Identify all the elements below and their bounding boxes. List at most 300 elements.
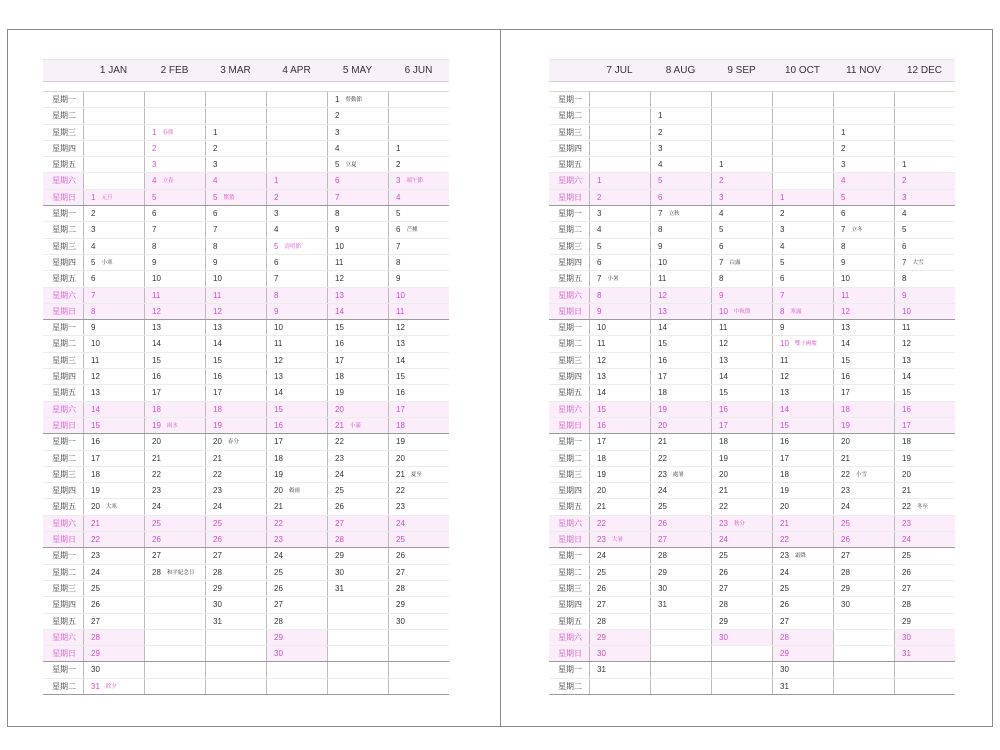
day-cell[interactable] bbox=[894, 532, 955, 547]
day-cell[interactable] bbox=[650, 516, 711, 531]
day-cell[interactable] bbox=[388, 239, 449, 254]
day-cell[interactable] bbox=[327, 173, 388, 188]
day-cell[interactable] bbox=[144, 141, 205, 156]
day-cell[interactable] bbox=[83, 418, 144, 433]
day-cell[interactable] bbox=[266, 516, 327, 531]
day-cell[interactable] bbox=[266, 190, 327, 205]
day-cell[interactable] bbox=[772, 271, 833, 286]
day-cell[interactable] bbox=[266, 369, 327, 384]
day-cell[interactable] bbox=[833, 451, 894, 466]
day-cell[interactable] bbox=[388, 597, 449, 612]
day-cell[interactable] bbox=[144, 385, 205, 400]
day-cell[interactable] bbox=[388, 499, 449, 514]
day-cell[interactable] bbox=[772, 614, 833, 629]
day-cell[interactable] bbox=[772, 597, 833, 612]
day-cell[interactable] bbox=[650, 288, 711, 303]
day-cell[interactable] bbox=[83, 369, 144, 384]
day-cell[interactable] bbox=[266, 434, 327, 449]
day-cell[interactable] bbox=[205, 190, 266, 205]
day-cell[interactable] bbox=[894, 157, 955, 172]
day-cell[interactable] bbox=[589, 320, 650, 335]
day-cell[interactable] bbox=[894, 385, 955, 400]
day-cell[interactable] bbox=[833, 353, 894, 368]
day-cell[interactable] bbox=[711, 157, 772, 172]
day-cell[interactable] bbox=[833, 190, 894, 205]
day-cell[interactable] bbox=[266, 288, 327, 303]
day-cell[interactable] bbox=[711, 597, 772, 612]
day-cell[interactable] bbox=[833, 288, 894, 303]
day-cell[interactable] bbox=[327, 499, 388, 514]
day-cell[interactable] bbox=[589, 304, 650, 319]
day-cell[interactable] bbox=[388, 255, 449, 270]
day-cell[interactable] bbox=[266, 206, 327, 221]
day-cell[interactable] bbox=[894, 336, 955, 351]
day-cell[interactable] bbox=[894, 173, 955, 188]
day-cell[interactable] bbox=[388, 581, 449, 596]
day-cell[interactable] bbox=[266, 385, 327, 400]
day-cell[interactable] bbox=[772, 288, 833, 303]
day-cell[interactable] bbox=[772, 548, 833, 563]
day-cell[interactable] bbox=[266, 630, 327, 645]
day-cell[interactable] bbox=[327, 92, 388, 107]
day-cell[interactable] bbox=[650, 125, 711, 140]
day-cell[interactable] bbox=[327, 483, 388, 498]
day-cell[interactable] bbox=[144, 467, 205, 482]
day-cell[interactable] bbox=[772, 385, 833, 400]
day-cell[interactable] bbox=[772, 434, 833, 449]
day-cell[interactable] bbox=[144, 336, 205, 351]
day-cell[interactable] bbox=[83, 271, 144, 286]
day-cell[interactable] bbox=[205, 614, 266, 629]
day-cell[interactable] bbox=[833, 255, 894, 270]
day-cell[interactable] bbox=[327, 271, 388, 286]
day-cell[interactable] bbox=[772, 499, 833, 514]
day-cell[interactable] bbox=[650, 336, 711, 351]
day-cell[interactable] bbox=[650, 369, 711, 384]
day-cell[interactable] bbox=[266, 304, 327, 319]
day-cell[interactable] bbox=[205, 239, 266, 254]
day-cell[interactable] bbox=[205, 206, 266, 221]
day-cell[interactable] bbox=[833, 173, 894, 188]
day-cell[interactable] bbox=[327, 581, 388, 596]
day-cell[interactable] bbox=[894, 353, 955, 368]
day-cell[interactable] bbox=[388, 369, 449, 384]
day-cell[interactable] bbox=[83, 222, 144, 237]
day-cell[interactable] bbox=[711, 402, 772, 417]
day-cell[interactable] bbox=[650, 402, 711, 417]
day-cell[interactable] bbox=[83, 565, 144, 580]
day-cell[interactable] bbox=[833, 271, 894, 286]
day-cell[interactable] bbox=[83, 434, 144, 449]
day-cell[interactable] bbox=[205, 565, 266, 580]
day-cell[interactable] bbox=[144, 222, 205, 237]
day-cell[interactable] bbox=[894, 548, 955, 563]
day-cell[interactable] bbox=[388, 336, 449, 351]
day-cell[interactable] bbox=[327, 467, 388, 482]
day-cell[interactable] bbox=[327, 190, 388, 205]
day-cell[interactable] bbox=[266, 239, 327, 254]
day-cell[interactable] bbox=[833, 548, 894, 563]
day-cell[interactable] bbox=[266, 467, 327, 482]
day-cell[interactable] bbox=[388, 271, 449, 286]
day-cell[interactable] bbox=[266, 451, 327, 466]
day-cell[interactable] bbox=[205, 597, 266, 612]
day-cell[interactable] bbox=[327, 532, 388, 547]
day-cell[interactable] bbox=[650, 451, 711, 466]
day-cell[interactable] bbox=[266, 614, 327, 629]
day-cell[interactable] bbox=[83, 304, 144, 319]
day-cell[interactable] bbox=[144, 369, 205, 384]
day-cell[interactable] bbox=[266, 353, 327, 368]
day-cell[interactable] bbox=[589, 369, 650, 384]
day-cell[interactable] bbox=[772, 222, 833, 237]
day-cell[interactable] bbox=[650, 581, 711, 596]
day-cell[interactable] bbox=[711, 467, 772, 482]
day-cell[interactable] bbox=[327, 206, 388, 221]
day-cell[interactable] bbox=[144, 239, 205, 254]
day-cell[interactable] bbox=[83, 662, 144, 677]
day-cell[interactable] bbox=[83, 206, 144, 221]
day-cell[interactable] bbox=[589, 630, 650, 645]
day-cell[interactable] bbox=[833, 467, 894, 482]
day-cell[interactable] bbox=[894, 369, 955, 384]
day-cell[interactable] bbox=[650, 108, 711, 123]
day-cell[interactable] bbox=[327, 222, 388, 237]
day-cell[interactable] bbox=[205, 532, 266, 547]
day-cell[interactable] bbox=[205, 418, 266, 433]
day-cell[interactable] bbox=[650, 499, 711, 514]
day-cell[interactable] bbox=[144, 418, 205, 433]
day-cell[interactable] bbox=[833, 222, 894, 237]
day-cell[interactable] bbox=[772, 516, 833, 531]
day-cell[interactable] bbox=[388, 483, 449, 498]
day-cell[interactable] bbox=[144, 288, 205, 303]
day-cell[interactable] bbox=[327, 516, 388, 531]
day-cell[interactable] bbox=[589, 499, 650, 514]
day-cell[interactable] bbox=[144, 516, 205, 531]
day-cell[interactable] bbox=[205, 125, 266, 140]
day-cell[interactable] bbox=[711, 418, 772, 433]
day-cell[interactable] bbox=[711, 336, 772, 351]
day-cell[interactable] bbox=[650, 271, 711, 286]
day-cell[interactable] bbox=[711, 353, 772, 368]
day-cell[interactable] bbox=[650, 597, 711, 612]
day-cell[interactable] bbox=[894, 646, 955, 661]
day-cell[interactable] bbox=[205, 385, 266, 400]
day-cell[interactable] bbox=[83, 646, 144, 661]
day-cell[interactable] bbox=[833, 597, 894, 612]
day-cell[interactable] bbox=[83, 467, 144, 482]
day-cell[interactable] bbox=[327, 255, 388, 270]
day-cell[interactable] bbox=[266, 222, 327, 237]
day-cell[interactable] bbox=[327, 125, 388, 140]
day-cell[interactable] bbox=[589, 418, 650, 433]
day-cell[interactable] bbox=[711, 434, 772, 449]
day-cell[interactable] bbox=[711, 451, 772, 466]
day-cell[interactable] bbox=[266, 255, 327, 270]
day-cell[interactable] bbox=[83, 630, 144, 645]
day-cell[interactable] bbox=[650, 353, 711, 368]
day-cell[interactable] bbox=[388, 304, 449, 319]
day-cell[interactable] bbox=[388, 548, 449, 563]
day-cell[interactable] bbox=[772, 320, 833, 335]
day-cell[interactable] bbox=[205, 467, 266, 482]
day-cell[interactable] bbox=[589, 222, 650, 237]
day-cell[interactable] bbox=[266, 483, 327, 498]
day-cell[interactable] bbox=[205, 320, 266, 335]
day-cell[interactable] bbox=[266, 499, 327, 514]
day-cell[interactable] bbox=[83, 483, 144, 498]
day-cell[interactable] bbox=[205, 516, 266, 531]
day-cell[interactable] bbox=[650, 157, 711, 172]
day-cell[interactable] bbox=[833, 320, 894, 335]
day-cell[interactable] bbox=[589, 255, 650, 270]
day-cell[interactable] bbox=[894, 483, 955, 498]
day-cell[interactable] bbox=[83, 239, 144, 254]
day-cell[interactable] bbox=[83, 451, 144, 466]
day-cell[interactable] bbox=[327, 369, 388, 384]
day-cell[interactable] bbox=[144, 499, 205, 514]
day-cell[interactable] bbox=[83, 288, 144, 303]
day-cell[interactable] bbox=[711, 239, 772, 254]
day-cell[interactable] bbox=[83, 499, 144, 514]
day-cell[interactable] bbox=[650, 141, 711, 156]
day-cell[interactable] bbox=[388, 190, 449, 205]
day-cell[interactable] bbox=[711, 565, 772, 580]
day-cell[interactable] bbox=[144, 565, 205, 580]
day-cell[interactable] bbox=[833, 385, 894, 400]
day-cell[interactable] bbox=[589, 581, 650, 596]
day-cell[interactable] bbox=[894, 630, 955, 645]
day-cell[interactable] bbox=[205, 402, 266, 417]
day-cell[interactable] bbox=[894, 614, 955, 629]
day-cell[interactable] bbox=[650, 467, 711, 482]
day-cell[interactable] bbox=[388, 451, 449, 466]
day-cell[interactable] bbox=[772, 336, 833, 351]
day-cell[interactable] bbox=[144, 532, 205, 547]
day-cell[interactable] bbox=[589, 662, 650, 677]
day-cell[interactable] bbox=[894, 320, 955, 335]
day-cell[interactable] bbox=[833, 239, 894, 254]
day-cell[interactable] bbox=[327, 320, 388, 335]
day-cell[interactable] bbox=[589, 548, 650, 563]
day-cell[interactable] bbox=[833, 565, 894, 580]
day-cell[interactable] bbox=[894, 271, 955, 286]
day-cell[interactable] bbox=[83, 255, 144, 270]
day-cell[interactable] bbox=[589, 173, 650, 188]
day-cell[interactable] bbox=[83, 548, 144, 563]
day-cell[interactable] bbox=[205, 581, 266, 596]
day-cell[interactable] bbox=[144, 353, 205, 368]
day-cell[interactable] bbox=[711, 385, 772, 400]
day-cell[interactable] bbox=[711, 222, 772, 237]
day-cell[interactable] bbox=[894, 255, 955, 270]
day-cell[interactable] bbox=[388, 141, 449, 156]
day-cell[interactable] bbox=[833, 402, 894, 417]
day-cell[interactable] bbox=[266, 646, 327, 661]
day-cell[interactable] bbox=[650, 173, 711, 188]
day-cell[interactable] bbox=[205, 288, 266, 303]
day-cell[interactable] bbox=[894, 418, 955, 433]
day-cell[interactable] bbox=[650, 418, 711, 433]
day-cell[interactable] bbox=[589, 565, 650, 580]
day-cell[interactable] bbox=[772, 239, 833, 254]
day-cell[interactable] bbox=[711, 483, 772, 498]
day-cell[interactable] bbox=[589, 288, 650, 303]
day-cell[interactable] bbox=[772, 255, 833, 270]
day-cell[interactable] bbox=[327, 451, 388, 466]
day-cell[interactable] bbox=[772, 646, 833, 661]
day-cell[interactable] bbox=[894, 516, 955, 531]
day-cell[interactable] bbox=[894, 239, 955, 254]
day-cell[interactable] bbox=[205, 451, 266, 466]
day-cell[interactable] bbox=[327, 239, 388, 254]
day-cell[interactable] bbox=[772, 402, 833, 417]
day-cell[interactable] bbox=[711, 255, 772, 270]
day-cell[interactable] bbox=[833, 206, 894, 221]
day-cell[interactable] bbox=[205, 141, 266, 156]
day-cell[interactable] bbox=[266, 336, 327, 351]
day-cell[interactable] bbox=[650, 385, 711, 400]
day-cell[interactable] bbox=[144, 304, 205, 319]
day-cell[interactable] bbox=[266, 402, 327, 417]
day-cell[interactable] bbox=[833, 516, 894, 531]
day-cell[interactable] bbox=[83, 353, 144, 368]
day-cell[interactable] bbox=[772, 630, 833, 645]
day-cell[interactable] bbox=[894, 190, 955, 205]
day-cell[interactable] bbox=[83, 320, 144, 335]
day-cell[interactable] bbox=[711, 304, 772, 319]
day-cell[interactable] bbox=[144, 402, 205, 417]
day-cell[interactable] bbox=[266, 597, 327, 612]
day-cell[interactable] bbox=[711, 369, 772, 384]
day-cell[interactable] bbox=[711, 271, 772, 286]
day-cell[interactable] bbox=[894, 499, 955, 514]
day-cell[interactable] bbox=[388, 222, 449, 237]
day-cell[interactable] bbox=[589, 614, 650, 629]
day-cell[interactable] bbox=[327, 157, 388, 172]
day-cell[interactable] bbox=[650, 190, 711, 205]
day-cell[interactable] bbox=[388, 565, 449, 580]
day-cell[interactable] bbox=[388, 516, 449, 531]
day-cell[interactable] bbox=[144, 125, 205, 140]
day-cell[interactable] bbox=[711, 548, 772, 563]
day-cell[interactable] bbox=[388, 385, 449, 400]
day-cell[interactable] bbox=[650, 434, 711, 449]
day-cell[interactable] bbox=[894, 467, 955, 482]
day-cell[interactable] bbox=[589, 353, 650, 368]
day-cell[interactable] bbox=[205, 369, 266, 384]
day-cell[interactable] bbox=[83, 402, 144, 417]
day-cell[interactable] bbox=[205, 434, 266, 449]
day-cell[interactable] bbox=[144, 255, 205, 270]
day-cell[interactable] bbox=[772, 483, 833, 498]
day-cell[interactable] bbox=[650, 255, 711, 270]
day-cell[interactable] bbox=[266, 581, 327, 596]
day-cell[interactable] bbox=[650, 532, 711, 547]
day-cell[interactable] bbox=[772, 369, 833, 384]
day-cell[interactable] bbox=[327, 548, 388, 563]
day-cell[interactable] bbox=[650, 483, 711, 498]
day-cell[interactable] bbox=[894, 597, 955, 612]
day-cell[interactable] bbox=[388, 157, 449, 172]
day-cell[interactable] bbox=[83, 581, 144, 596]
day-cell[interactable] bbox=[388, 353, 449, 368]
day-cell[interactable] bbox=[327, 288, 388, 303]
day-cell[interactable] bbox=[772, 304, 833, 319]
day-cell[interactable] bbox=[711, 190, 772, 205]
day-cell[interactable] bbox=[711, 320, 772, 335]
day-cell[interactable] bbox=[589, 646, 650, 661]
day-cell[interactable] bbox=[266, 565, 327, 580]
day-cell[interactable] bbox=[205, 483, 266, 498]
day-cell[interactable] bbox=[205, 271, 266, 286]
day-cell[interactable] bbox=[833, 157, 894, 172]
day-cell[interactable] bbox=[589, 516, 650, 531]
day-cell[interactable] bbox=[205, 353, 266, 368]
day-cell[interactable] bbox=[894, 581, 955, 596]
day-cell[interactable] bbox=[205, 548, 266, 563]
day-cell[interactable] bbox=[266, 548, 327, 563]
day-cell[interactable] bbox=[894, 402, 955, 417]
day-cell[interactable] bbox=[388, 434, 449, 449]
day-cell[interactable] bbox=[589, 385, 650, 400]
day-cell[interactable] bbox=[205, 336, 266, 351]
day-cell[interactable] bbox=[388, 320, 449, 335]
day-cell[interactable] bbox=[833, 336, 894, 351]
day-cell[interactable] bbox=[205, 173, 266, 188]
day-cell[interactable] bbox=[205, 304, 266, 319]
day-cell[interactable] bbox=[589, 467, 650, 482]
day-cell[interactable] bbox=[266, 320, 327, 335]
day-cell[interactable] bbox=[327, 385, 388, 400]
day-cell[interactable] bbox=[327, 418, 388, 433]
day-cell[interactable] bbox=[83, 614, 144, 629]
day-cell[interactable] bbox=[83, 597, 144, 612]
day-cell[interactable] bbox=[205, 499, 266, 514]
day-cell[interactable] bbox=[711, 499, 772, 514]
day-cell[interactable] bbox=[388, 532, 449, 547]
day-cell[interactable] bbox=[650, 206, 711, 221]
day-cell[interactable] bbox=[144, 451, 205, 466]
day-cell[interactable] bbox=[650, 239, 711, 254]
day-cell[interactable] bbox=[266, 173, 327, 188]
day-cell[interactable] bbox=[144, 271, 205, 286]
day-cell[interactable] bbox=[772, 565, 833, 580]
day-cell[interactable] bbox=[772, 418, 833, 433]
day-cell[interactable] bbox=[833, 141, 894, 156]
day-cell[interactable] bbox=[144, 157, 205, 172]
day-cell[interactable] bbox=[772, 451, 833, 466]
day-cell[interactable] bbox=[388, 206, 449, 221]
day-cell[interactable] bbox=[144, 320, 205, 335]
day-cell[interactable] bbox=[205, 255, 266, 270]
day-cell[interactable] bbox=[833, 304, 894, 319]
day-cell[interactable] bbox=[388, 614, 449, 629]
day-cell[interactable] bbox=[833, 483, 894, 498]
day-cell[interactable] bbox=[833, 369, 894, 384]
day-cell[interactable] bbox=[772, 190, 833, 205]
day-cell[interactable] bbox=[711, 532, 772, 547]
day-cell[interactable] bbox=[589, 271, 650, 286]
day-cell[interactable] bbox=[327, 402, 388, 417]
day-cell[interactable] bbox=[327, 434, 388, 449]
day-cell[interactable] bbox=[833, 581, 894, 596]
day-cell[interactable] bbox=[589, 451, 650, 466]
day-cell[interactable] bbox=[833, 125, 894, 140]
day-cell[interactable] bbox=[772, 206, 833, 221]
day-cell[interactable] bbox=[205, 157, 266, 172]
